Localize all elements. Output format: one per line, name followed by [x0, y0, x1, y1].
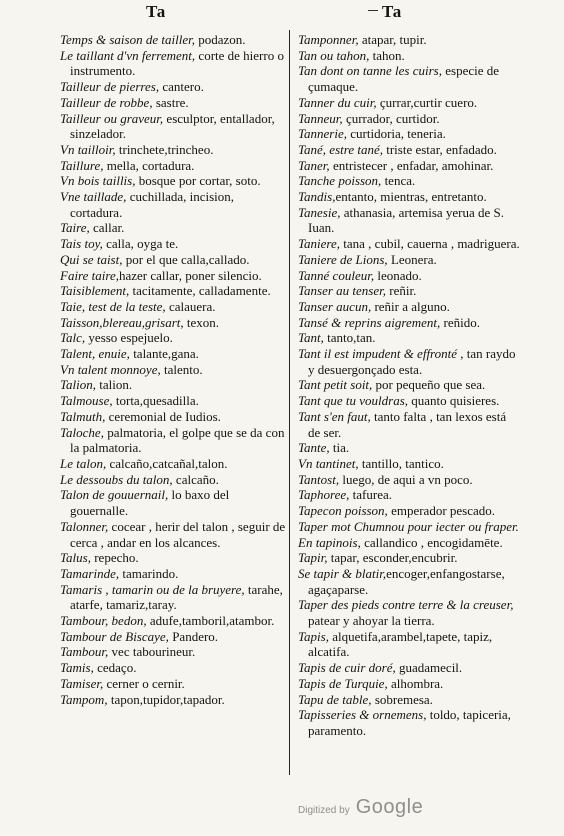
entry-translation: Pandero.	[168, 628, 219, 644]
entry-translation: especie de çumaque.	[308, 63, 500, 95]
entry-translation: quanto quisieres.	[408, 393, 500, 409]
entry-translation: vec tabourineur.	[108, 644, 196, 660]
dictionary-entry	[60, 629, 286, 645]
entry-translation: repecho.	[90, 550, 139, 566]
dictionary-entry	[298, 158, 520, 174]
dictionary-entry	[60, 346, 286, 362]
entry-headword: Talus,	[60, 550, 91, 566]
dictionary-entry	[60, 425, 286, 456]
entry-translation: leonado.	[374, 267, 422, 283]
dictionary-entry	[60, 550, 286, 566]
entry-headword: Tailleur de pierres,	[60, 79, 160, 95]
dictionary-entry	[298, 63, 520, 94]
entry-translation: tan raydo y desuergonçado esta.	[308, 346, 516, 377]
entry-translation: tarahe, atarfe, tamariz,taray.	[70, 581, 283, 613]
entry-headword: Tampom,	[60, 691, 108, 707]
dictionary-entry	[298, 456, 520, 472]
dictionary-entry	[298, 268, 520, 284]
entry-translation: çurrar,curtir cuero.	[376, 94, 478, 110]
entry-translation: callar.	[89, 220, 125, 236]
entry-headword: Talent, enuie,	[60, 346, 130, 362]
dictionary-entry	[298, 519, 520, 535]
entry-headword: Tante,	[298, 440, 330, 456]
dictionary-entry	[298, 629, 520, 660]
dictionary-entry	[60, 330, 286, 346]
dictionary-entry	[298, 111, 520, 127]
entry-headword: Tambour, bedon,	[60, 613, 147, 629]
dictionary-entry	[298, 95, 520, 111]
dictionary-entry	[60, 173, 286, 189]
entry-translation: luego, de aqui a vn poco.	[339, 471, 473, 487]
entry-translation: entanto, mientras, entretanto.	[335, 189, 487, 205]
entry-translation: cantero.	[159, 79, 204, 95]
dictionary-entry	[60, 613, 286, 629]
entry-headword: Tapis de cuir doré,	[298, 660, 396, 676]
entry-headword: Tant petit soit,	[298, 377, 373, 393]
dictionary-entry	[60, 582, 286, 613]
entry-translation: ceremonial de Iudios.	[105, 408, 221, 424]
entry-translation: reñir a alguno.	[371, 298, 450, 314]
entry-headword: Tant que tu vouldras,	[298, 393, 409, 409]
entry-headword: Tamponner,	[298, 32, 359, 47]
dictionary-entry	[60, 566, 286, 582]
running-header-right: Ta	[382, 2, 403, 21]
entry-headword: Taire,	[60, 220, 90, 236]
entry-translation: corte de hierro o instrumento.	[70, 47, 284, 79]
dictionary-entry	[298, 535, 520, 551]
entry-headword: Taisiblement,	[60, 283, 130, 299]
dictionary-entry	[60, 519, 286, 550]
entry-translation: atapar, tupir.	[358, 32, 427, 47]
dictionary-entry	[298, 126, 520, 142]
entry-headword: Tandis,	[298, 189, 336, 205]
dictionary-entry	[298, 440, 520, 456]
dictionary-entry	[298, 299, 520, 315]
dictionary-entry	[298, 142, 520, 158]
entry-translation: tahon.	[369, 47, 405, 63]
entry-headword: Taphoree,	[298, 487, 350, 503]
dictionary-entry	[60, 487, 286, 518]
entry-translation: trinchete,trincheo.	[115, 141, 214, 157]
entry-headword: Tapu de table,	[298, 691, 372, 707]
entry-headword: Talmuth,	[60, 408, 106, 424]
entry-headword: Tanche poisson,	[298, 173, 382, 189]
dictionary-entry	[298, 330, 520, 346]
entry-translation: emperador pescado.	[387, 503, 496, 519]
entry-headword: Tanné couleur,	[298, 267, 375, 283]
header-dash	[368, 10, 378, 11]
entry-headword: Le talon,	[60, 455, 107, 471]
entry-headword: Tapisseries & ornemens,	[298, 707, 427, 723]
entry-translation: adufe,tamboril,atambor.	[146, 613, 275, 629]
dictionary-entry	[60, 142, 286, 158]
entry-headword: Taniere de Lions,	[298, 251, 388, 267]
entry-headword: Tapis,	[298, 628, 329, 644]
dictionary-entry	[298, 692, 520, 708]
entry-headword: Tamis,	[60, 660, 94, 676]
dictionary-entry	[298, 566, 520, 597]
entry-headword: Tailleur ou graveur,	[60, 110, 164, 126]
entry-headword: Tais toy,	[60, 236, 103, 252]
entry-headword: Tan ou tahon,	[298, 47, 370, 63]
entry-translation: calcaño.	[172, 471, 219, 487]
dictionary-entry	[60, 189, 286, 220]
dictionary-entry	[298, 550, 520, 566]
entry-headword: Tailleur de robbe,	[60, 94, 153, 110]
entry-translation: tapar, esconder,encubrir.	[327, 550, 458, 566]
entry-headword: Se tapir & blatir,	[298, 565, 387, 581]
dictionary-entry	[298, 393, 520, 409]
entry-translation: texon.	[183, 314, 220, 330]
entry-translation: çurrador, curtidor.	[342, 110, 440, 126]
dictionary-entry	[60, 377, 286, 393]
entry-headword: Qui se taist,	[60, 251, 123, 267]
dictionary-entry	[298, 252, 520, 268]
entry-headword: Tannerie,	[298, 126, 347, 142]
entry-headword: Tanser aucun,	[298, 298, 372, 314]
dictionary-entry	[60, 95, 286, 111]
entry-headword: Tant s'en faut,	[298, 408, 371, 424]
dictionary-entry	[298, 32, 520, 48]
entry-translation: lo baxo del gouernalle.	[70, 487, 230, 519]
dictionary-entry	[60, 362, 286, 378]
right-column	[298, 32, 520, 739]
entry-headword: Vn tantinet,	[298, 455, 359, 471]
entry-headword: Tant il est impudent & effronté ,	[298, 346, 464, 362]
dictionary-entry	[60, 111, 286, 142]
entry-headword: Tambour de Biscaye,	[60, 628, 169, 644]
entry-translation: cocear , herir del talon , seguir de cerca , andar en los alcances.	[70, 518, 286, 550]
entry-headword: Talmouse,	[60, 393, 113, 409]
entry-translation: esculptor, entallador, sinzelador.	[70, 110, 275, 142]
entry-translation: tafurea.	[349, 487, 392, 503]
entry-headword: En tapinois,	[298, 534, 361, 550]
entry-translation: tanto,tan.	[323, 330, 376, 346]
dictionary-entry	[60, 644, 286, 660]
dictionary-entry	[60, 660, 286, 676]
running-header-left: Ta	[146, 2, 167, 21]
entry-translation: alhombra.	[387, 675, 444, 691]
dictionary-entry	[60, 158, 286, 174]
entry-translation: yesso espejuelo.	[85, 330, 173, 346]
entry-headword: Tansé & reprins aigrement,	[298, 314, 441, 330]
entry-translation: patear y ahoyar la tierra.	[308, 613, 435, 629]
dictionary-entry	[298, 315, 520, 331]
dictionary-entry	[298, 377, 520, 393]
dictionary-entry	[60, 409, 286, 425]
entry-translation: athanasia, artemisa yerua de S. Iuan.	[308, 204, 505, 236]
entry-translation: por pequeño que sea.	[372, 377, 486, 393]
dictionary-entry	[60, 299, 286, 315]
dictionary-entry	[60, 315, 286, 331]
entry-headword: Talc,	[60, 330, 86, 346]
entry-translation: guadamecil.	[395, 660, 463, 676]
entry-translation: tia.	[329, 440, 350, 456]
entry-headword: Taillure,	[60, 157, 104, 173]
entry-headword: Tanser au tenser,	[298, 283, 387, 299]
entry-headword: Talion,	[60, 377, 97, 393]
google-logo: Google	[355, 796, 424, 818]
entry-translation: alquetifa,arambel,tapete, tapiz, alcatifa.	[308, 628, 493, 660]
entry-headword: Vne taillade,	[60, 189, 127, 205]
entry-translation: sastre.	[152, 94, 189, 110]
entry-translation: cedaço.	[93, 660, 137, 676]
footer	[0, 790, 564, 836]
entry-headword: Tanner du cuir,	[298, 94, 377, 110]
entry-translation: tanto falta , tan lexos está de ser.	[308, 408, 507, 440]
dictionary-entry	[298, 487, 520, 503]
entry-headword: Tan dont on tanne les cuirs,	[298, 63, 442, 79]
entry-translation: calcaño,catcañal,talon.	[106, 455, 228, 471]
entry-headword: Tant,	[298, 330, 324, 346]
entry-headword: Taisson,blereau,grisart,	[60, 314, 184, 330]
entry-translation: triste estar, enfadado.	[382, 141, 497, 157]
entry-translation: bosque por cortar, soto.	[135, 173, 261, 189]
dictionary-entry	[60, 692, 286, 708]
dictionary-entry	[298, 173, 520, 189]
dictionary-entry	[298, 707, 520, 738]
entry-headword: Taper mot Chumnou pour iecter ou fraper.	[298, 518, 519, 534]
dictionary-entry	[298, 660, 520, 676]
dictionary-entry	[298, 189, 520, 205]
entry-headword: Tanesie,	[298, 204, 341, 220]
entry-headword: Taner,	[298, 157, 330, 173]
entry-translation: Leonera.	[387, 251, 437, 267]
entry-headword: Le dessoubs du talon,	[60, 471, 173, 487]
digitized-by-text: Digitized by	[298, 805, 350, 816]
dictionary-entry	[60, 220, 286, 236]
entry-translation: podazon.	[194, 32, 246, 47]
entry-translation: toldo, tapiceria, paramento.	[308, 707, 511, 738]
entry-translation: curtidoria, teneria.	[347, 126, 446, 142]
entry-translation: palmatoria, el golpe que se da con la palmatoria.	[70, 424, 285, 456]
entry-translation: por el que calla,callado.	[122, 251, 250, 267]
dictionary-entry	[60, 456, 286, 472]
dictionary-entry	[298, 503, 520, 519]
entry-translation: sobremesa.	[371, 691, 433, 707]
entry-headword: Vn talent monnoye,	[60, 361, 161, 377]
dictionary-entry	[60, 236, 286, 252]
dictionary-entry	[298, 236, 520, 252]
entry-translation: talante,gana.	[129, 346, 199, 362]
entry-headword: Tapir,	[298, 550, 328, 566]
entry-translation: cerner o cernir.	[103, 675, 185, 691]
dictionary-entry	[298, 597, 520, 628]
entry-headword: Tambour,	[60, 644, 109, 660]
entry-translation: encoger,enfangostarse, agaçaparse.	[308, 565, 505, 597]
entry-headword: Tantost,	[298, 471, 340, 487]
dictionary-entry	[298, 409, 520, 440]
entry-headword: Taloche,	[60, 424, 104, 440]
dictionary-entry	[298, 676, 520, 692]
entry-headword: Vn bois taillis,	[60, 173, 136, 189]
dictionary-entry	[60, 393, 286, 409]
dictionary-entry	[60, 676, 286, 692]
dictionary-entry	[60, 472, 286, 488]
entry-headword: Tamarinde,	[60, 565, 120, 581]
entry-translation: calauera.	[165, 298, 216, 314]
left-column	[60, 32, 286, 707]
entry-headword: Vn tailloir,	[60, 141, 116, 157]
entry-translation: talion.	[96, 377, 133, 393]
entry-translation: torta,quesadilla.	[112, 393, 199, 409]
entry-headword: Taie, test de la teste,	[60, 298, 166, 314]
entry-headword: Taniere,	[298, 236, 341, 252]
entry-translation: calla, oyga te.	[102, 236, 179, 252]
entry-headword: Talon de gouuernail,	[60, 487, 169, 503]
entry-translation: mella, cortadura.	[103, 157, 195, 173]
entry-headword: Tamaris , tamarin ou de la bruyere,	[60, 581, 245, 597]
entry-translation: tamarindo.	[119, 565, 179, 581]
entry-translation: tacitamente, calladamente.	[129, 283, 271, 299]
dictionary-entry	[298, 205, 520, 236]
dictionary-entry	[60, 32, 286, 48]
entry-translation: talento.	[160, 361, 203, 377]
entry-translation: tantillo, tantico.	[358, 455, 444, 471]
entry-headword: Tamiser,	[60, 675, 104, 691]
entry-translation: reñir.	[386, 283, 417, 299]
entry-headword: Tanneur,	[298, 110, 343, 126]
dictionary-entry	[298, 48, 520, 64]
dictionary-entry	[60, 268, 286, 284]
entry-translation: hazer callar, poner silencio.	[118, 267, 262, 283]
entry-headword: Taper des pieds contre terre & la creuser,	[298, 597, 514, 613]
entry-translation: tenca.	[381, 173, 416, 189]
entry-headword: Faire taire,	[60, 267, 119, 283]
entry-translation: tapon,tupidor,tapador.	[107, 691, 225, 707]
entry-headword: Tapis de Turquie,	[298, 675, 388, 691]
entry-translation: cuchillada, incision, cortadura.	[70, 189, 235, 220]
dictionary-entry	[298, 472, 520, 488]
entry-headword: Le taillant d'vn ferrement,	[60, 47, 196, 63]
dictionary-entry	[60, 79, 286, 95]
entry-translation: callandico , encogidamēte.	[360, 534, 503, 550]
column-divider	[289, 30, 290, 775]
entry-translation: entristecer , enfadar, amohinar.	[329, 157, 494, 173]
dictionary-entry	[298, 283, 520, 299]
entry-translation: tana , cubil, cauerna , madriguera.	[340, 236, 520, 252]
entry-translation: reñido.	[440, 314, 481, 330]
dictionary-entry	[60, 283, 286, 299]
entry-headword: Tané, estre tané,	[298, 141, 383, 157]
entry-headword: Temps & saison de tailler,	[60, 32, 195, 47]
digitization-watermark	[298, 796, 423, 819]
dictionary-entry	[60, 48, 286, 79]
entry-headword: Talonner,	[60, 518, 109, 534]
dictionary-entry	[60, 252, 286, 268]
dictionary-entry	[298, 346, 520, 377]
entry-headword: Tapecon poisson,	[298, 503, 388, 519]
